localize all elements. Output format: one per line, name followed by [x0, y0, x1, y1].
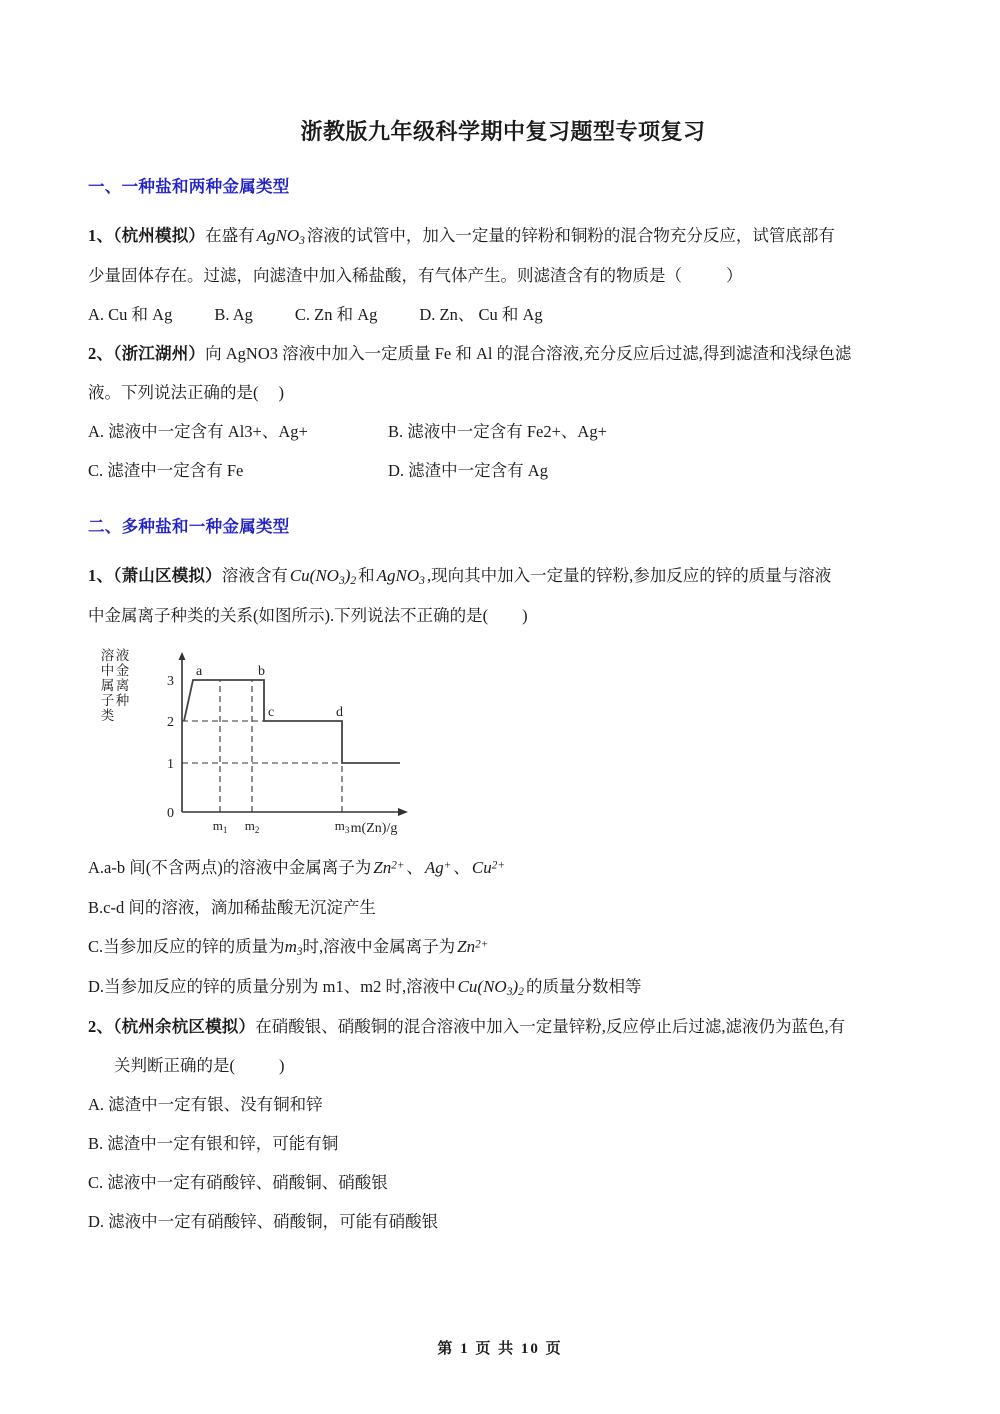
option-text: a-b 间(不含两点)的溶液中金属离子为 — [104, 857, 372, 877]
option-2-1-b[interactable] — [88, 891, 918, 924]
option-text-cont: 的质量分数相等 — [525, 976, 642, 996]
options-row-1-2-b — [88, 454, 918, 487]
question-text: 在硝酸银、硝酸铜的混合溶液中加入一定量锌粉,反应停止后过滤,滤液仍为蓝色,有 — [255, 1016, 846, 1036]
question-1-1-line2: 少量固体存在。过滤，向滤渣中加入稀盐酸，有气体产生。则滤渣含有的物质是（ ） — [88, 265, 743, 285]
y-tick-1: 1 — [167, 756, 174, 772]
formula-agno3: AgNO$_3$ — [376, 565, 425, 587]
option-c[interactable]: C. Zn 和 Ag — [294, 304, 378, 324]
chart-point-label-d: d — [336, 704, 343, 720]
y-tick-2: 2 — [167, 714, 174, 730]
option-b[interactable]: B. 滤液中一定含有 Fe2+、Ag+ — [388, 421, 607, 441]
option-text: 当参加反应的锌的质量分别为 m1、m2 时,溶液中 — [104, 976, 456, 996]
option-text: c-d 间的溶液，滴加稀盐酸无沉淀产生 — [103, 897, 376, 917]
question-text-cont: 溶液的试管中，加入一定量的锌粉和铜粉的混合物充分反应，试管底部有 — [306, 225, 835, 245]
question-text-line2: 少量固体存在。过滤，向滤渣中加入稀盐酸，有气体产生。则滤渣含有的物质是（ — [88, 265, 682, 285]
question-text-cont: ,现向其中加入一定量的锌粉,参加反应的锌的质量与溶液 — [426, 565, 832, 585]
option-label: D. — [88, 976, 105, 996]
option-b[interactable]: B. Ag — [214, 304, 253, 324]
chart-x-axis-arrow — [398, 808, 408, 816]
option-c[interactable]: C. 滤渣中一定含有 Fe — [88, 460, 244, 480]
question-prefix: 1、（杭州模拟） — [88, 225, 206, 245]
question-text: 向 AgNO3 溶液中加入一定质量 Fe 和 Al 的混合溶液,充分反应后过滤,得到滤渣和浅绿色滤 — [205, 343, 852, 363]
option-text-cont: 时,溶液中金属离子为 — [302, 936, 456, 956]
option-d[interactable]: D. Zn、 Cu 和 Ag — [419, 304, 543, 324]
variable-m3: $m_3$ — [284, 936, 303, 958]
question-text-line2: 中金属离子种类的关系(如图所示).下列说法不正确的是( — [88, 605, 489, 625]
chart-point-label-a: a — [196, 663, 203, 679]
question-2-1 — [88, 559, 918, 593]
ion-agplus: Ag+ — [424, 857, 452, 877]
question-text: 溶液含有 — [221, 565, 288, 585]
question-text-line2: 关判断正确的是( — [114, 1055, 235, 1075]
ion-cu2plus: $Cu^{2+}$ — [471, 857, 505, 877]
option-text: 当参加反应的锌的质量为 — [103, 936, 285, 956]
ion-zn2plus: $Zn^{2+}$ — [457, 936, 489, 956]
question-prefix: 2、（杭州余杭区模拟） — [88, 1016, 256, 1036]
y-tick-0: 0 — [167, 805, 174, 821]
question-1-2-line2: 液。下列说法正确的是( ) — [88, 382, 284, 402]
option-a[interactable]: A. Cu 和 Ag — [88, 304, 173, 324]
option-label: B. — [88, 897, 104, 917]
question-text: 在盛有 — [205, 225, 255, 245]
option-2-1-c[interactable] — [88, 930, 918, 964]
page-footer: 第 1 页 共 10 页 — [437, 1341, 563, 1357]
chart-x-axis-label: m(Zn)/g — [350, 820, 398, 836]
question-prefix: 1、（萧山区模拟） — [88, 565, 222, 585]
question-2-1-line2: 中金属离子种类的关系(如图所示).下列说法不正确的是( ) — [88, 605, 528, 625]
question-1-1 — [88, 219, 918, 253]
options-row-1-1 — [88, 298, 918, 331]
question-text-line2: 液。下列说法正确的是( — [88, 382, 259, 402]
y-label-col-left: 液 金 离 种 — [115, 647, 130, 708]
option-2-1-a[interactable]: A.a-b 间(不含两点)的溶液中金属离子为 $Zn^{2+}$ 、 Ag+ 、 $Cu^{2+}$ — [88, 857, 505, 877]
x-tick-m3: $m_3$ — [334, 817, 350, 835]
option-d[interactable]: D. 滤渣中一定含有 Ag — [388, 460, 548, 480]
question-prefix: 2、（浙江湖州） — [88, 343, 206, 363]
page-title: 浙教版九年级科学期中复习题型专项复习 — [300, 119, 706, 144]
option-2-2-d[interactable]: D. 滤液中一定有硝酸锌、硝酸铜，可能有硝酸银 — [88, 1211, 439, 1231]
x-tick-m1: $m_1$ — [212, 817, 228, 835]
option-label: C. — [88, 936, 104, 956]
options-row-1-2-a — [88, 415, 918, 448]
x-tick-m2: $m_2$ — [244, 817, 260, 835]
chart-y-axis-label — [100, 648, 130, 724]
conjunction: 和 — [358, 565, 375, 585]
chart-y-axis-arrow — [179, 652, 186, 660]
chart-point-label-b: b — [258, 663, 265, 679]
ion-zn2plus: $Zn^{2+}$ — [373, 857, 405, 877]
question-2-2 — [88, 1010, 918, 1043]
option-2-2-a[interactable]: A. 滤渣中一定有银、没有铜和锌 — [88, 1094, 323, 1114]
option-2-2-b[interactable]: B. 滤渣中一定有银和锌，可能有铜 — [88, 1133, 339, 1153]
option-label: A. — [88, 857, 105, 877]
chart-plot-area — [152, 642, 420, 837]
question-2-2-line2: 关判断正确的是( ) — [114, 1055, 285, 1075]
formula-agno3: AgNO$_3$ — [256, 225, 305, 247]
option-2-2-c[interactable]: C. 滤液中一定有硝酸锌、硝酸铜、硝酸银 — [88, 1172, 388, 1192]
option-2-1-d[interactable] — [88, 970, 918, 1004]
chart-point-label-c: c — [268, 704, 275, 720]
figure-metal-ion-chart — [100, 642, 420, 837]
y-label-col-right: 溶 中 属 子 类 — [100, 647, 115, 724]
formula-cu-no3-2: $Cu(NO_3)_2$ — [289, 565, 357, 587]
formula-cu-no3-2: $Cu(NO_3)_2$ — [457, 976, 524, 998]
question-1-2 — [88, 337, 918, 370]
section-heading-2: 二、多种盐和一种金属类型 — [88, 516, 290, 536]
y-tick-3: 3 — [167, 673, 174, 689]
option-a[interactable]: A. 滤液中一定含有 Al3+、Ag+ — [88, 421, 308, 441]
section-heading-1: 一、一种盐和两种金属类型 — [88, 176, 290, 196]
